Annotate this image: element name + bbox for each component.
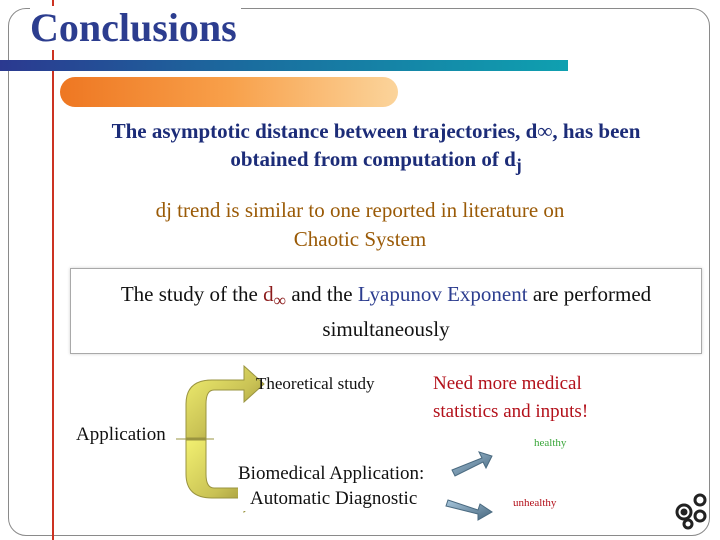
unhealthy-arrow: [446, 500, 492, 520]
slide-title: Conclusions: [30, 6, 241, 50]
need-line-1: Need more medical: [433, 373, 582, 394]
conclusion-1-text-a: The asymptotic distance between trajectories, d: [111, 119, 538, 143]
study-text-line-2: simultaneously: [322, 317, 450, 342]
conclusion-1-text-b: , has been: [552, 119, 641, 143]
gears-icon: [677, 495, 705, 528]
healthy-label: healthy: [534, 437, 567, 449]
lyapunov-exponent-term: Lyapunov Exponent: [357, 282, 528, 306]
need-more-statistics-note: [433, 370, 588, 426]
biomedical-line-1: Biomedical Application:: [238, 463, 425, 484]
d-symbol: d: [263, 282, 274, 306]
upper-curved-arrow: [186, 366, 264, 438]
healthy-arrow: [452, 452, 492, 476]
infinity-symbol: ∞: [537, 119, 553, 143]
conclusion-2-line-1: dj trend is similar to one reported in literature on: [155, 198, 565, 222]
d-infinity-subscript: ∞: [273, 290, 287, 311]
unhealthy-label: unhealthy: [513, 497, 557, 509]
theoretical-study-label: Theoretical study: [256, 374, 375, 393]
application-label: Application: [76, 424, 166, 445]
conclusion-2-line-2: Chaotic System: [293, 227, 427, 251]
study-text-a: The study of the: [120, 282, 264, 306]
conclusion-1-text-c: obtained from computation of d: [230, 147, 516, 171]
study-text-b: and the: [286, 282, 358, 306]
need-line-2: statistics and inputs!: [433, 401, 589, 422]
biomedical-application-label: [238, 461, 424, 511]
study-text-c: are performed: [527, 282, 652, 306]
subscript-j: j: [515, 155, 522, 176]
biomedical-line-2: Automatic Diagnostic: [250, 488, 418, 509]
